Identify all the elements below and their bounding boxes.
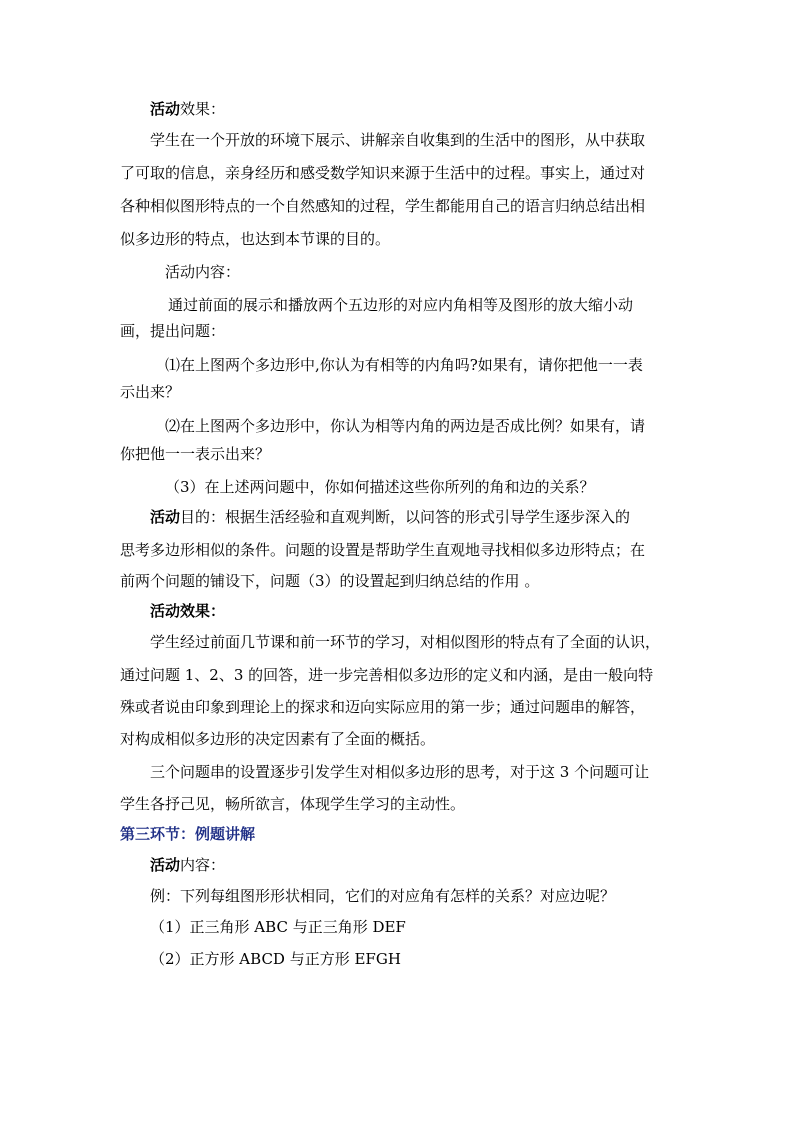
- paragraph-line: 三个问题串的设置逐步引发学生对相似多边形的思考，对于这 3 个问题可让: [150, 763, 650, 781]
- section-heading: 第三环节：例题讲解: [120, 825, 256, 843]
- heading-bold-text: 活动: [150, 508, 181, 526]
- activity-purpose-line: [150, 507, 630, 527]
- paragraph-line: 对构成相似多边形的决定因素有了全面的概括。: [120, 730, 436, 748]
- example-line: 例：下列每组图形形状相同，它们的对应角有怎样的关系？对应边呢？: [150, 887, 616, 905]
- heading-bold-text: 活动: [150, 856, 181, 874]
- heading-rest-text: 效果：: [180, 100, 226, 118]
- activity-effect-heading-2: 活动效果：: [150, 602, 226, 620]
- paragraph-line: 了可取的信息，亲身经历和感受数学知识来源于生活中的过程。事实上，通过对: [120, 164, 646, 182]
- question-3-line: （3）在上述两问题中，你如何描述这些你所列的角和边的关系？: [165, 478, 595, 496]
- paragraph-line: 画，提出问题：: [120, 322, 226, 340]
- heading-rest-text: 目的：根据生活经验和直观判断，以问答的形式引导学生逐步深入的: [180, 508, 631, 526]
- heading-bold-text: 活动: [150, 100, 181, 118]
- paragraph-line: 学生经过前面几节课和前一环节的学习，对相似图形的特点有了全面的认识，: [150, 633, 661, 651]
- example-item-1: （1）正三角形 ABC 与正三角形 DEF: [150, 918, 406, 936]
- paragraph-line: 殊或者说由印象到理论上的探求和迈向实际应用的第一步；通过问题串的解答，: [120, 698, 646, 716]
- activity-content-heading-2: [150, 855, 225, 875]
- paragraph-line: 各种相似图形特点的一个自然感知的过程，学生都能用自己的语言归纳总结出相: [120, 197, 646, 215]
- question-2-line: ⑵在上图两个多边形中，你认为相等内角的两边是否成比例？如果有，请: [165, 417, 646, 435]
- paragraph-line: 通过前面的展示和播放两个五边形的对应内角相等及图形的放大缩小动: [168, 296, 634, 314]
- question-1-line: 示出来？: [120, 383, 181, 401]
- example-item-2: （2）正方形 ABCD 与正方形 EFGH: [150, 950, 401, 968]
- paragraph-line: 学生各抒己见，畅所欲言，体现学生学习的主动性。: [120, 795, 466, 813]
- question-1-line: ⑴在上图两个多边形中,你认为有相等的内角吗?如果有，请你把他一一表: [165, 356, 643, 374]
- paragraph-line: 似多边形的特点，也达到本节课的目的。: [120, 230, 391, 248]
- heading-rest-text: 内容：: [180, 856, 226, 874]
- activity-effect-heading: [150, 99, 225, 119]
- paragraph-line: 前两个问题的铺设下，问题（3）的设置起到归纳总结的作用 。: [120, 572, 540, 590]
- paragraph-line: 学生在一个开放的环境下展示、讲解亲自收集到的生活中的图形，从中获取: [150, 131, 646, 149]
- question-2-line: 你把他一一表示出来？: [120, 445, 271, 463]
- paragraph-line: 思考多边形相似的条件。问题的设置是帮助学生直观地寻找相似多边形特点；在: [120, 541, 646, 559]
- activity-content-heading: 活动内容：: [165, 263, 241, 281]
- paragraph-line: 通过问题 1、2、3 的回答，进一步完善相似多边形的定义和内涵，是由一般向特: [120, 666, 654, 684]
